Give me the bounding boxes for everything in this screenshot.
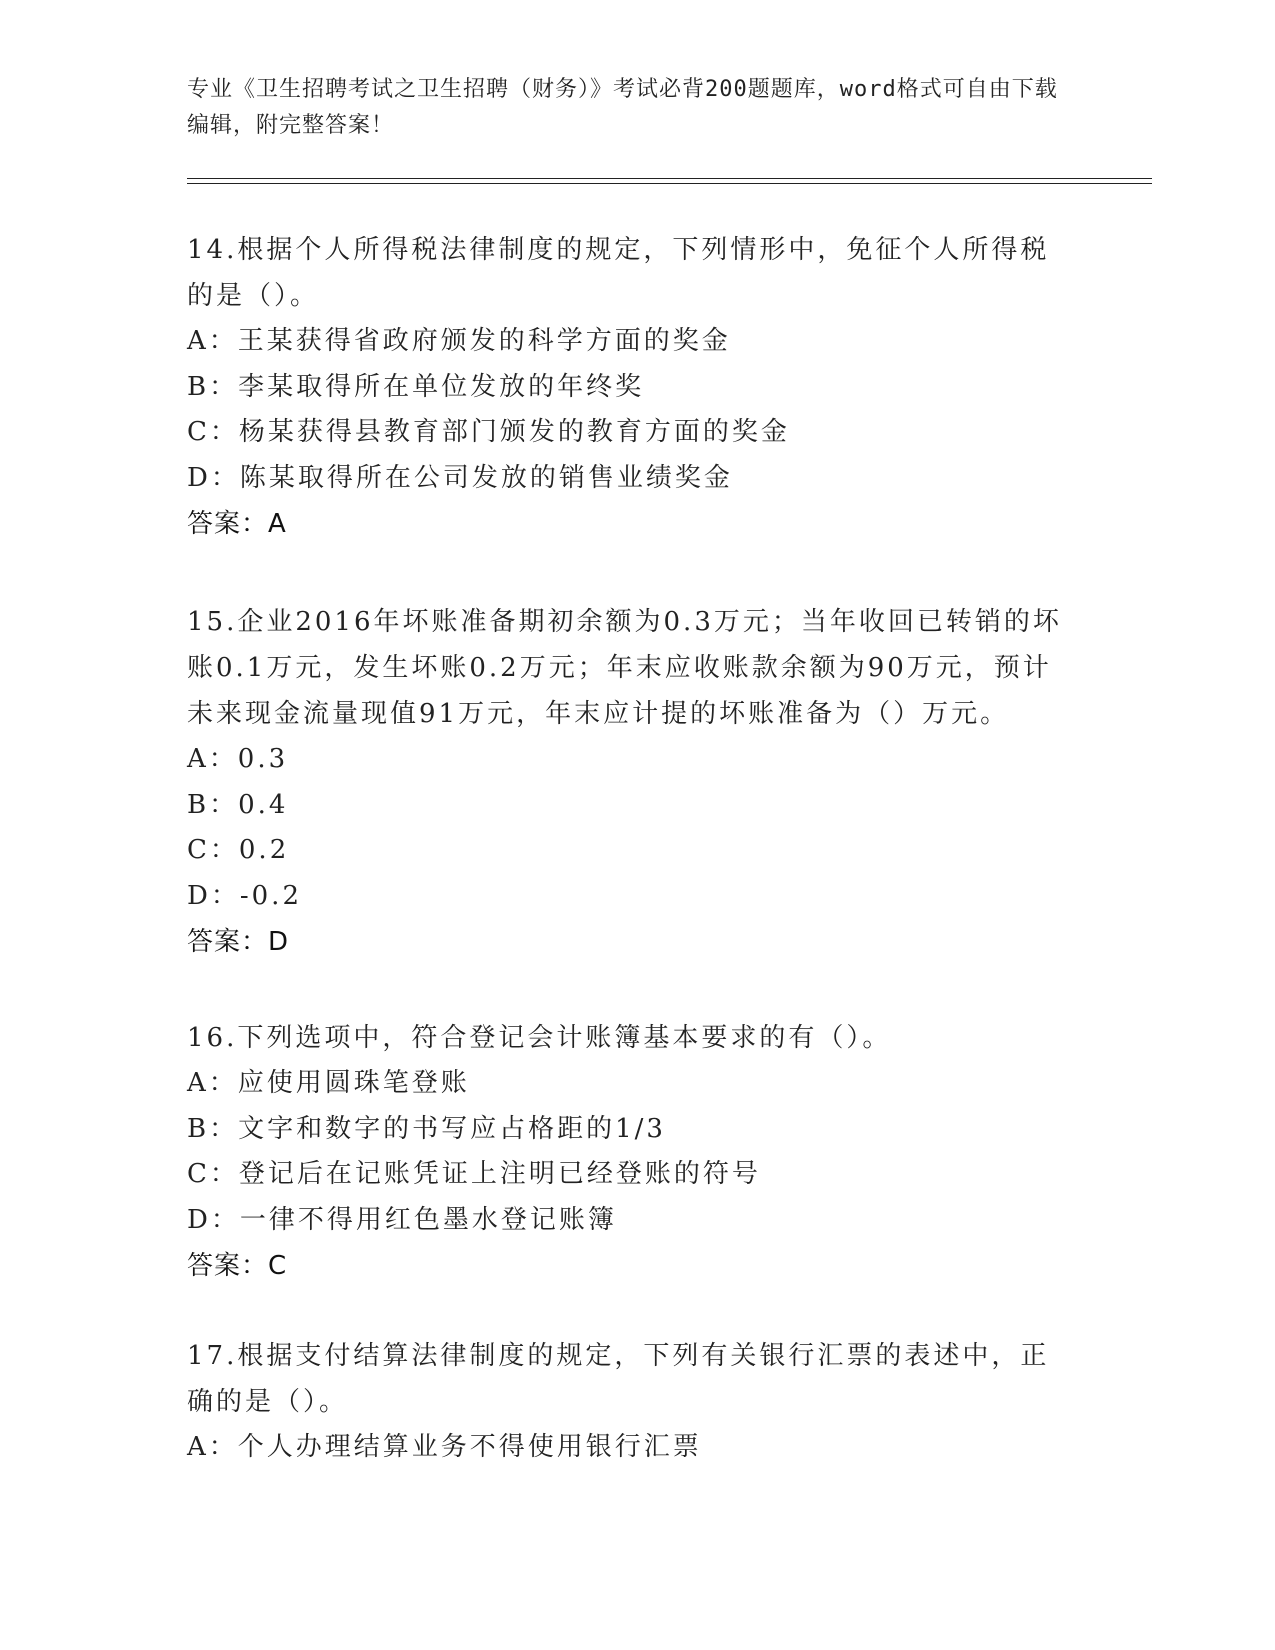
- option-a: A：0.3: [187, 744, 289, 774]
- question-stem: 17.根据支付结算法律制度的规定，下列有关银行汇票的表述中，正确的是（）。: [187, 1341, 1050, 1417]
- option-d: D：一律不得用红色墨水登记账簿: [187, 1204, 617, 1235]
- question-stem: 14.根据个人所得税法律制度的规定，下列情形中，免征个人所得税的是（）。: [187, 235, 1050, 311]
- question-stem: 16.下列选项中，符合登记会计账簿基本要求的有（）。: [187, 1023, 892, 1053]
- option-b: B：文字和数字的书写应占格距的1/3: [187, 1113, 666, 1144]
- option-d: D：-0.2: [187, 880, 302, 911]
- header-title: 专业《卫生招聘考试之卫生招聘（财务）》考试必背200题题库，word格式可自由下载编辑，附完整答案！: [187, 77, 1058, 138]
- option-c: C：0.2: [187, 835, 290, 865]
- answer: 答案：D: [187, 927, 290, 957]
- option-a: A：王某获得省政府颁发的科学方面的奖金: [187, 326, 731, 356]
- option-c: C：登记后在记账凭证上注明已经登账的符号: [187, 1159, 761, 1189]
- option-c: C：杨某获得县教育部门颁发的教育方面的奖金: [187, 417, 790, 447]
- option-d: D：陈某取得所在公司发放的销售业绩奖金: [187, 462, 733, 493]
- question-stem: 15.企业2016年坏账准备期初余额为0.3万元；当年收回已转销的坏账0.1万元，发生坏账0.2万元；年末应收账款余额为90万元，预计未来现金流量现值91万元，年末应计提的坏账准备为（）万元。: [187, 607, 1062, 729]
- header-divider-bottom: [187, 183, 1152, 184]
- question-14: [187, 227, 1077, 547]
- question-17: [187, 1333, 1077, 1471]
- option-b: B：0.4: [187, 789, 289, 820]
- question-15: [187, 599, 1077, 965]
- question-16: [187, 1015, 1077, 1289]
- header-divider-top: [187, 178, 1152, 179]
- answer: 答案：A: [187, 509, 287, 539]
- option-a: A：应使用圆珠笔登账: [187, 1068, 470, 1098]
- document-header: [187, 72, 1067, 144]
- option-b: B：李某取得所在单位发放的年终奖: [187, 371, 645, 402]
- answer: 答案：C: [187, 1251, 288, 1281]
- option-a: A：个人办理结算业务不得使用银行汇票: [187, 1432, 702, 1462]
